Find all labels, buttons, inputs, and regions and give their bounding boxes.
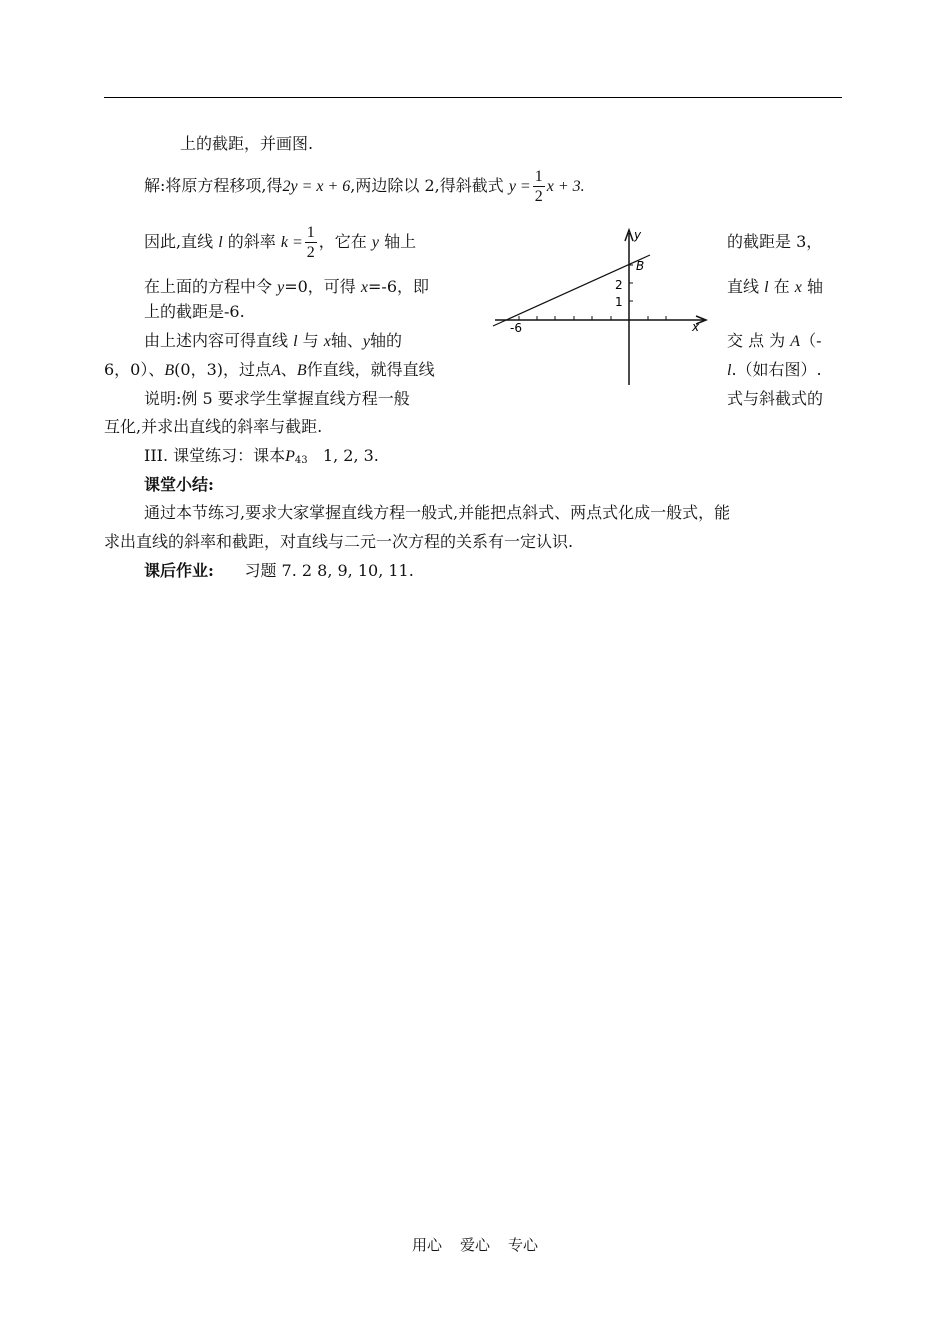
line-text: 由上述内容可得直线	[144, 331, 289, 350]
text-line-4-right	[727, 276, 823, 299]
line-text: 作直线，就得直线	[306, 360, 435, 379]
line-text: 通过本节练习,要求大家掌握直线方程一般式,并能把点斜式、两点式化成一般式，能	[144, 503, 731, 522]
line-graph-figure	[490, 225, 715, 390]
line-text: 轴、	[330, 331, 363, 350]
fraction-denominator: 2	[534, 188, 543, 205]
text-line-2	[144, 166, 585, 207]
text-line-5	[144, 301, 245, 323]
text-line-13	[104, 531, 573, 553]
line-text: ，它在	[318, 232, 367, 251]
var-x: x	[323, 333, 331, 350]
line-text: 直线	[727, 277, 760, 296]
line-text: 式与斜截式的	[727, 389, 824, 408]
text-line-6-right	[727, 330, 821, 353]
line-text: 、	[280, 360, 297, 379]
fraction-numerator: 1	[534, 168, 543, 185]
text-line-1	[180, 133, 313, 155]
tick-label-neg6: -6	[510, 321, 522, 335]
point-B-label: B	[636, 259, 645, 273]
equation: 2y = x + 6	[282, 178, 351, 195]
line-text: 的截距是 3，	[727, 232, 823, 251]
text-line-6	[144, 330, 402, 353]
equation-rhs: x + 3.	[546, 178, 585, 195]
line-text: ,两边除以 2,得斜截式	[350, 176, 504, 195]
var-l: l	[218, 234, 223, 251]
graph-line	[493, 255, 650, 326]
line-text: 轴上	[384, 232, 417, 251]
line-text: =0，可得	[284, 277, 356, 296]
var-A: A	[271, 362, 281, 379]
var-B: B	[164, 362, 175, 379]
x-axis-label: x	[692, 320, 700, 334]
line-text: .（如右图）.	[731, 360, 822, 379]
var-y: y	[362, 333, 370, 350]
equation-lhs: y =	[508, 178, 531, 195]
fraction-denominator: 2	[306, 244, 315, 261]
var-l: l	[293, 333, 298, 350]
line-text: 6，0）、	[104, 360, 165, 379]
line-text: 轴	[806, 277, 823, 296]
homework-label: 课后作业:	[144, 561, 214, 580]
tick-label-2: 2	[615, 278, 623, 292]
line-text: 解:将原方程移项,得	[144, 176, 283, 195]
tick-label-1: 1	[615, 295, 623, 309]
fraction-numerator: 1	[306, 224, 315, 241]
var-k: k =	[280, 234, 303, 251]
line-text: III. 课堂练习：课本	[144, 446, 286, 465]
text-line-3	[144, 222, 416, 263]
y-axis-label: y	[634, 228, 642, 242]
text-line-8	[144, 388, 410, 410]
line-text: 在	[773, 277, 790, 296]
text-line-7	[104, 359, 435, 382]
line-text: 轴的	[370, 331, 403, 350]
line-text: 因此,直线	[144, 232, 214, 251]
page-footer	[0, 1234, 950, 1255]
line-text: 互化,并求出直线的斜率与截距.	[104, 417, 323, 436]
section-heading-summary	[144, 474, 214, 496]
fraction	[305, 223, 317, 262]
line-text: 求出直线的斜率和截距，对直线与二元一次方程的关系有一定认识.	[104, 532, 574, 551]
line-text: 交 点 为	[727, 331, 786, 350]
heading-text: 课堂小结:	[144, 475, 214, 494]
var-B: B	[296, 362, 307, 379]
line-text: =-6，即	[368, 277, 430, 296]
var-x: x	[360, 279, 369, 296]
text-line-4	[144, 276, 429, 299]
text-line-10	[144, 445, 379, 472]
text-line-8-right	[727, 388, 823, 410]
footer-text: 专心	[508, 1236, 539, 1254]
text-line-14	[144, 560, 414, 582]
text-line-12	[144, 502, 730, 524]
var-y: y	[371, 234, 379, 251]
line-text: 上的截距是-6.	[144, 302, 245, 321]
line-text: 在上面的方程中令	[144, 277, 273, 296]
var-P: P	[285, 448, 295, 465]
var-x: x	[794, 279, 802, 296]
line-text: 上的截距，并画图.	[180, 134, 314, 153]
footer-text: 用心	[411, 1236, 442, 1254]
text-line-9	[104, 416, 322, 438]
line-text: 与	[302, 331, 319, 350]
var-y: y	[277, 279, 285, 296]
var-A: A	[790, 333, 801, 350]
text-line-3-right	[727, 231, 822, 253]
text-line-7-right	[727, 359, 822, 382]
header-rule	[104, 97, 842, 98]
var-l: l	[727, 362, 732, 379]
subscript: 43	[294, 455, 308, 466]
line-text: 的斜率	[227, 232, 276, 251]
line-text: 习题 7. 2 8, 9, 10, 11.	[244, 561, 414, 580]
var-l: l	[764, 279, 769, 296]
line-text: (0，3)，过点	[174, 360, 272, 379]
line-text: 1, 2, 3.	[322, 446, 379, 465]
line-text: 说明:例 5 要求学生掌握直线方程一般	[144, 389, 410, 408]
footer-text: 爱心	[459, 1236, 490, 1254]
line-text: （-	[800, 331, 822, 350]
fraction	[533, 167, 545, 206]
